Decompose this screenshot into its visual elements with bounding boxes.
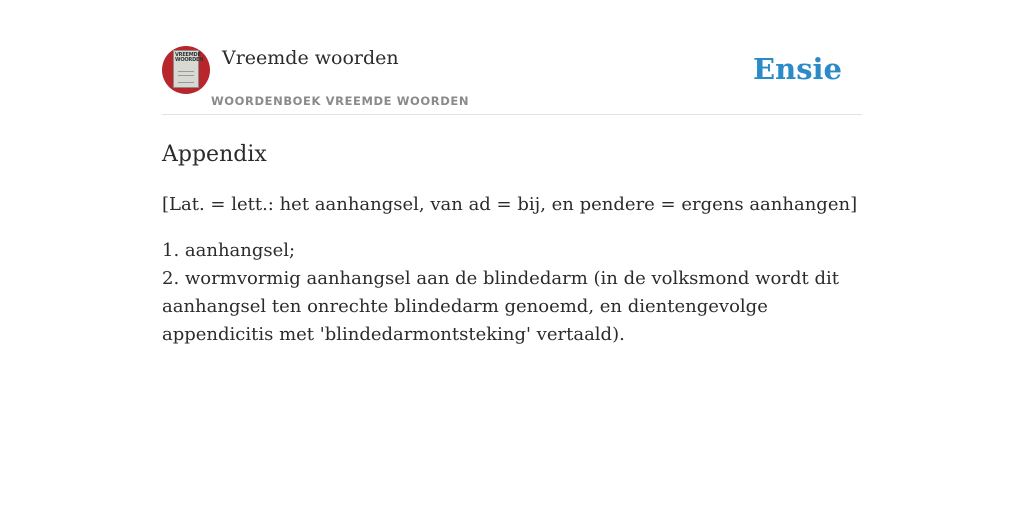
book-cover-title: VREEMDE WOORDEN	[175, 52, 204, 63]
page	[162, 0, 862, 349]
book-cover-line	[178, 71, 194, 72]
ensie-logo[interactable]: Ensie	[753, 52, 842, 86]
book-cover-icon	[173, 50, 204, 88]
definition-item: 2. wormvormig aanhangsel aan de blindedarm (in de volksmond wordt dit aanhangsel ten onrechte blindedarm genoemd, en dientengevolge appendicitis met 'blindedarmontsteking' vertaald).	[162, 268, 839, 345]
entry-etymology: [Lat. = lett.: het aanhangsel, van ad = bij, en pendere = ergens aanhangen]	[162, 194, 858, 215]
book-cover-line	[178, 75, 194, 76]
entry-definitions	[162, 237, 862, 349]
site-title[interactable]: Vreemde woorden	[222, 47, 399, 69]
header	[162, 0, 862, 115]
book-cover-line	[178, 82, 194, 83]
site-subtitle: WOORDENBOEK VREEMDE WOORDEN	[211, 94, 470, 108]
entry-headword: Appendix	[162, 142, 267, 167]
avatar[interactable]	[162, 46, 210, 94]
entry-content	[162, 115, 862, 349]
definition-item: 1. aanhangsel;	[162, 240, 296, 261]
